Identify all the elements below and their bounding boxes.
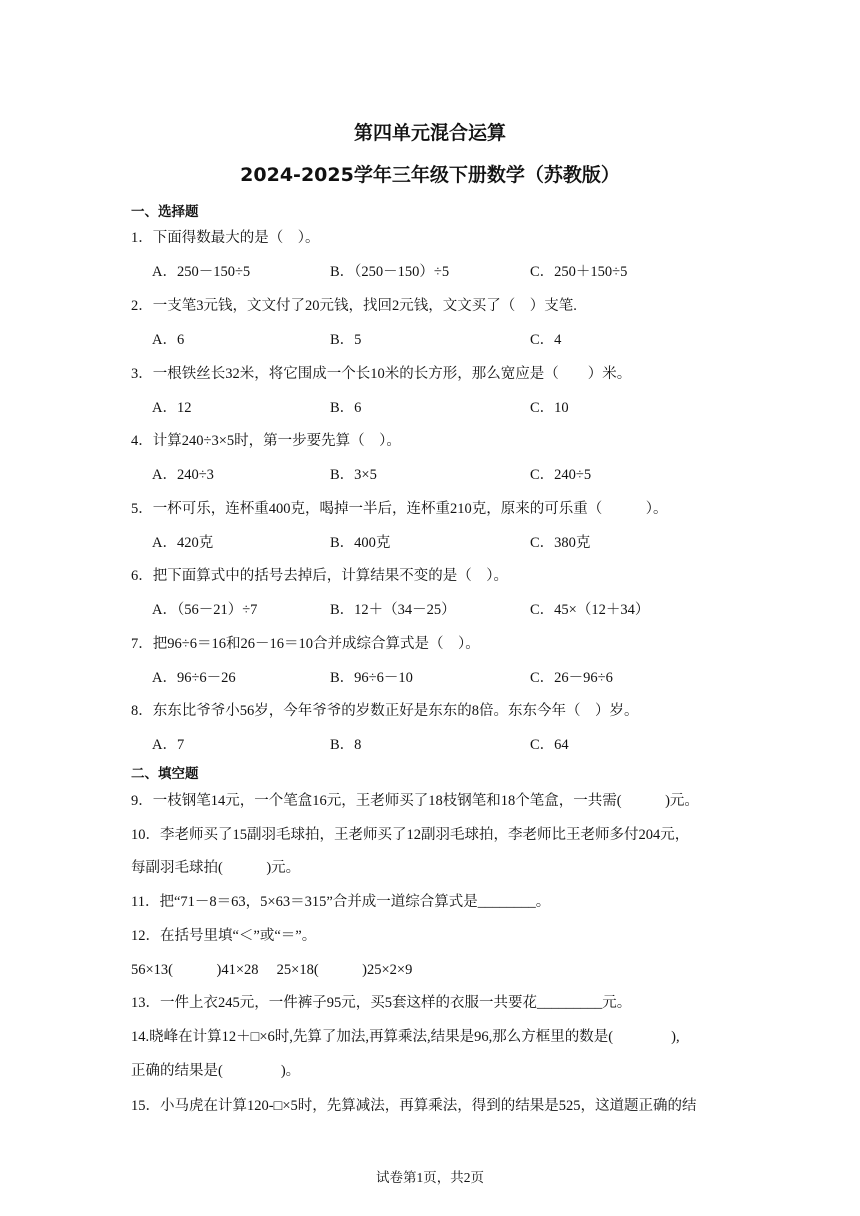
option-c: C．240÷5 xyxy=(530,467,592,483)
option-b: B．12＋（34－25） xyxy=(330,602,456,618)
page-subtitle: 2024-2025学年三年级下册数学（苏教版） xyxy=(240,164,620,186)
option-a: A．12 xyxy=(152,400,192,416)
option-c: C．380克 xyxy=(530,535,591,551)
options-3 xyxy=(152,396,752,418)
option-b: B．（250－150）÷5 xyxy=(330,264,450,280)
question-8: 8．东东比爷爷小56岁，今年爷爷的岁数正好是东东的8倍。东东今年（ ）岁。 xyxy=(131,703,639,719)
question-13: 13．一件上衣245元，一件裤子95元，买5套这样的衣服一共要花_________元。 xyxy=(131,995,632,1011)
question-2: 2．一支笔3元钱，文文付了20元钱，找回2元钱，文文买了（ ）支笔. xyxy=(131,298,577,314)
option-c: C．45×（12＋34） xyxy=(530,602,650,618)
page-footer: 试卷第1页，共2页 xyxy=(376,1170,484,1185)
option-a: A．6 xyxy=(152,332,185,348)
options-1 xyxy=(152,260,752,282)
option-a: A．96÷6－26 xyxy=(152,670,236,686)
option-b: B．5 xyxy=(330,332,362,348)
option-b: B．8 xyxy=(330,737,362,753)
question-4: 4．计算240÷3×5时，第一步要先算（ ）。 xyxy=(131,433,401,449)
question-15: 15．小马虎在计算120-□×5时，先算减法，再算乘法，得到的结果是525，这道题正确的结 xyxy=(131,1098,697,1114)
option-a: A．250－150÷5 xyxy=(152,264,251,280)
question-14: 14.晓峰在计算12＋□×6时,先算了加法,再算乘法,结果是96,那么方框里的数是( ), xyxy=(131,1029,680,1045)
option-b: B．3×5 xyxy=(330,467,377,483)
options-6 xyxy=(152,598,752,620)
option-a: A．240÷3 xyxy=(152,467,214,483)
question-12: 12．在括号里填“＜”或“＝”。 xyxy=(131,928,317,944)
option-c: C．4 xyxy=(530,332,562,348)
question-14-cont: 正确的结果是( )。 xyxy=(131,1063,301,1079)
question-12-items: 56×13( )41×28 25×18( )25×2×9 xyxy=(131,962,413,978)
question-10-cont: 每副羽毛球拍( )元。 xyxy=(131,860,301,876)
question-7: 7．把96÷6＝16和26－16＝10合并成综合算式是（ ）。 xyxy=(131,636,480,652)
option-a: A．7 xyxy=(152,737,185,753)
question-6: 6．把下面算式中的括号去掉后，计算结果不变的是（ ）。 xyxy=(131,568,508,584)
option-c: C．10 xyxy=(530,400,569,416)
page-title: 第四单元混合运算 xyxy=(353,122,506,144)
question-10: 10．李老师买了15副羽毛球拍，王老师买了12副羽毛球拍，李老师比王老师多付204元， xyxy=(131,827,690,843)
options-2 xyxy=(152,328,752,350)
option-b: B．400克 xyxy=(330,535,391,551)
option-c: C．64 xyxy=(530,737,569,753)
question-11: 11．把“71－8＝63，5×63＝315”合并成一道综合算式是________。 xyxy=(131,894,551,910)
option-c: C．26－96÷6 xyxy=(530,670,613,686)
section-heading-fill: 二、填空题 xyxy=(131,766,199,782)
option-a: A．420克 xyxy=(152,535,214,551)
option-c: C．250＋150÷5 xyxy=(530,264,628,280)
option-a: A．（56－21）÷7 xyxy=(152,602,258,618)
options-7 xyxy=(152,666,752,688)
options-4 xyxy=(152,463,752,485)
options-5 xyxy=(152,531,752,553)
section-heading-choice: 一、选择题 xyxy=(131,204,199,220)
question-3: 3．一根铁丝长32米，将它围成一个长10米的长方形，那么宽应是（ ）米。 xyxy=(131,366,632,382)
question-9: 9．一枝钢笔14元，一个笔盒16元，王老师买了18枝钢笔和18个笔盒，一共需( )元。 xyxy=(131,793,699,809)
option-b: B．96÷6－10 xyxy=(330,670,413,686)
question-1: 1．下面得数最大的是（ ）。 xyxy=(131,230,320,246)
options-8 xyxy=(152,733,752,755)
question-5: 5．一杯可乐，连杯重400克，喝掉一半后，连杯重210克，原来的可乐重（ ）。 xyxy=(131,501,668,517)
option-b: B．6 xyxy=(330,400,362,416)
